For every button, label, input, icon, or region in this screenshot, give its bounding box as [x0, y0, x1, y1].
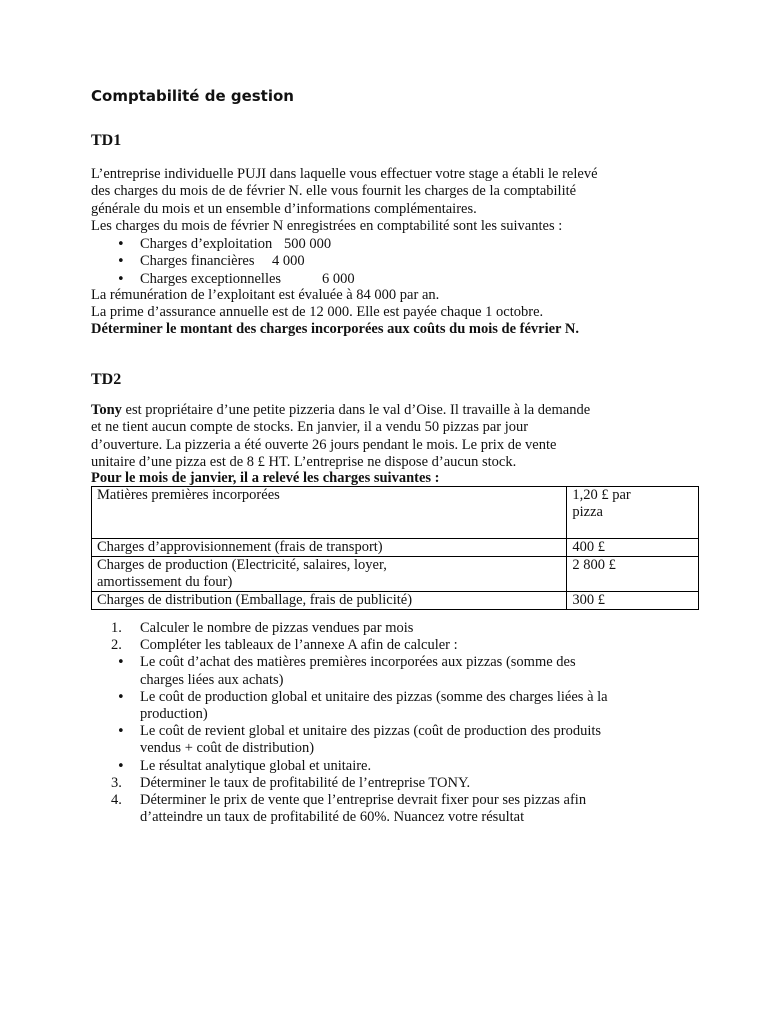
table-cell-label: Charges d’approvisionnement (frais de transport) [92, 539, 567, 557]
td2-table-intro: Pour le mois de janvier, il a relevé les charges suivantes : [91, 470, 440, 486]
table-row [92, 592, 699, 610]
list-item [91, 236, 355, 253]
charges-table [91, 486, 699, 610]
td1-remuneration: La rémunération de l’exploitant est évaluée à 84 000 par an. [91, 287, 440, 303]
list-item [91, 758, 611, 775]
charge-amount: 4 000 [272, 253, 305, 270]
list-item [91, 620, 611, 637]
td2-intro-text: est propriétaire d’une petite pizzeria dans le val d’Oise. Il travaille à la demande et ne tient aucun compte de stocks. En janvier, il a vendu 50 pizzas par jour d’ouverture. La pizzeria a été ouverte 26 jours pendant le mois. Le prix de vente unitaire d’une pizza est de 8 £ HT. L’entreprise ne dispose d’aucun stock. [91, 402, 591, 470]
charge-amount: 500 000 [284, 236, 332, 252]
charge-label: Charges exceptionnelles [140, 270, 282, 287]
td1-list-intro: Les charges du mois de février N enregistrées en comptabilité sont les suivantes : [91, 218, 563, 234]
task-text: Le coût d’achat des matières premières incorporées aux pizzas (somme des charges liées aux achats) [140, 654, 576, 688]
list-marker: • [117, 655, 125, 671]
list-marker: 4. [111, 792, 122, 809]
table-row [92, 487, 699, 539]
list-marker: • [117, 758, 125, 774]
list-marker: • [117, 724, 125, 740]
table-cell-label: Matières premières incorporées [92, 487, 567, 539]
td2-intro-name: Tony [91, 402, 122, 418]
list-item [91, 723, 611, 757]
table-cell-value: 400 £ [567, 539, 699, 557]
list-item [91, 271, 355, 288]
list-marker: 1. [111, 620, 122, 636]
td1-question: Déterminer le montant des charges incorporées aux coûts du mois de février N. [91, 321, 579, 337]
table-row [92, 539, 699, 557]
list-marker: • [117, 689, 125, 705]
table-cell-value: 300 £ [567, 592, 699, 610]
task-text: Calculer le nombre de pizzas vendues par mois [140, 620, 414, 636]
task-text: Le coût de production global et unitaire des pizzas (somme des charges liées à la production) [140, 688, 608, 723]
list-item [91, 637, 611, 654]
task-text: Compléter les tableaux de l’annexe A afin de calculer : [140, 637, 458, 654]
list-item [91, 775, 611, 792]
table-cell-value: 2 800 £ [567, 557, 699, 592]
td1-intro: L’entreprise individuelle PUJI dans laquelle vous effectuer votre stage a établi le relevé des charges du mois de de février N. elle vous fournit les charges de la comptabilité générale du mois et un ensemble d’informations complémentaires. [91, 166, 598, 217]
list-marker: 3. [111, 774, 122, 791]
td1-insurance: La prime d’assurance annuelle est de 12 000. Elle est payée chaque 1 octobre. [91, 304, 544, 320]
page-title: Comptabilité de gestion [91, 87, 294, 105]
task-text: Le coût de revient global et unitaire des pizzas (coût de production des produits vendus + coût de distribution) [140, 723, 602, 757]
td2-tasks-list [91, 620, 611, 826]
task-text: Le résultat analytique global et unitaire. [140, 757, 372, 774]
td2-heading: TD2 [91, 371, 122, 388]
charge-label: Charges financières [140, 253, 255, 270]
list-item [91, 654, 611, 688]
list-item [91, 792, 611, 826]
list-item [91, 253, 355, 270]
table-row [92, 557, 699, 592]
task-text: Déterminer le taux de profitabilité de l’entreprise TONY. [140, 774, 471, 791]
td1-charges-list [91, 236, 355, 288]
charge-label: Charges d’exploitation [140, 236, 273, 252]
charge-amount: 6 000 [322, 270, 355, 287]
list-item [91, 689, 611, 723]
list-marker: 2. [111, 637, 122, 654]
table-cell-label: Charges de production (Electricité, salaires, loyer, amortissement du four) [92, 557, 567, 592]
td2-intro [91, 402, 599, 471]
td1-heading: TD1 [91, 132, 122, 149]
table-cell-value: 1,20 £ par pizza [567, 487, 699, 539]
task-text: Déterminer le prix de vente que l’entreprise devrait fixer pour ses pizzas afin d’atteindre un taux de profitabilité de 60%. Nuancez votre résultat [140, 792, 587, 826]
table-cell-label: Charges de distribution (Emballage, frais de publicité) [92, 592, 567, 610]
